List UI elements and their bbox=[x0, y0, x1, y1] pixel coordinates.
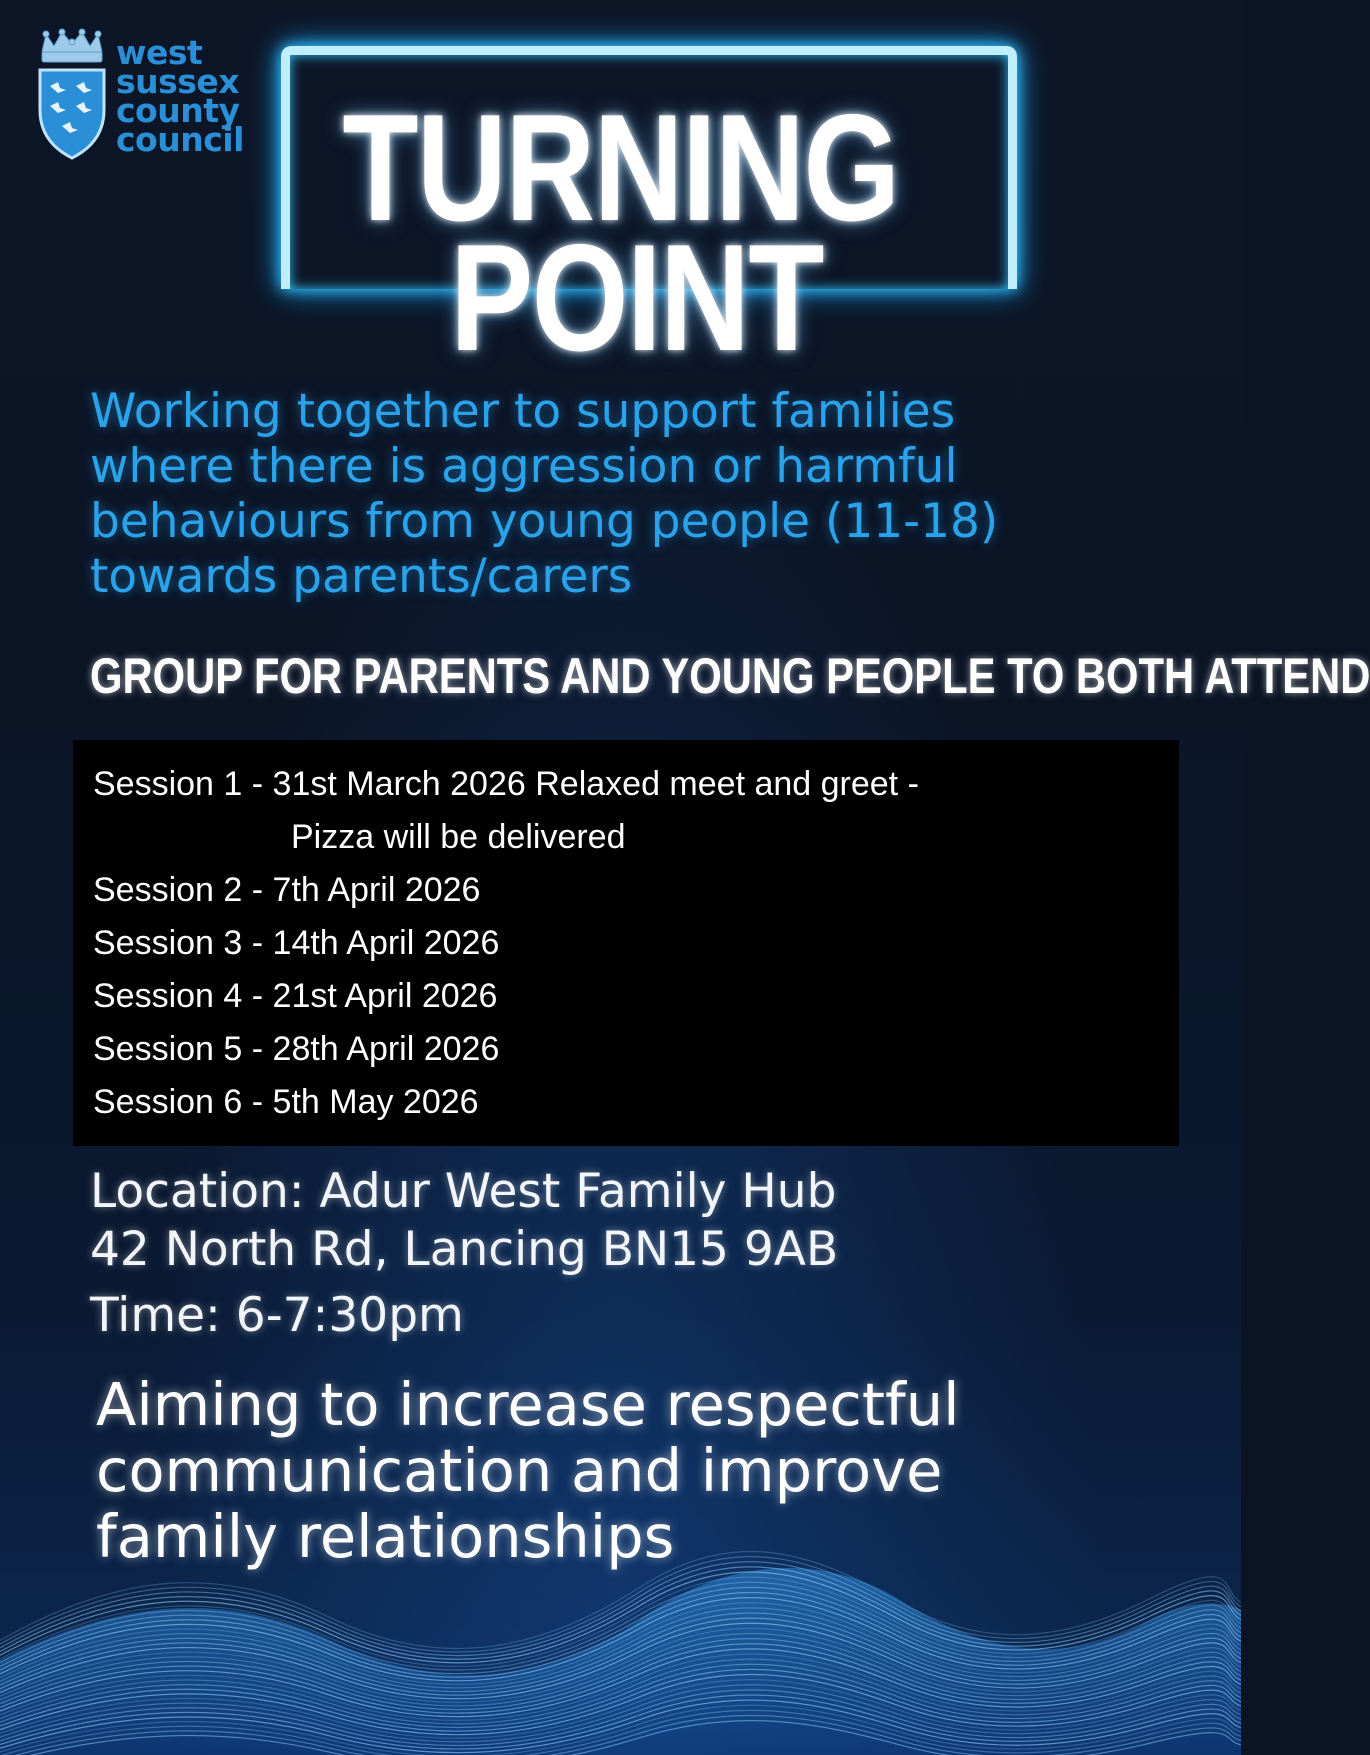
session-item: Session 3 - 14th April 2026 bbox=[93, 924, 500, 962]
session-time: Time: 6-7:30pm bbox=[90, 1288, 464, 1343]
aim-line: communication and improve bbox=[96, 1436, 943, 1505]
location-name: Location: Adur West Family Hub bbox=[90, 1164, 837, 1219]
logo-line: sussex bbox=[116, 62, 240, 101]
logo-line: council bbox=[116, 120, 244, 159]
location-address: 42 North Rd, Lancing BN15 9AB bbox=[90, 1222, 839, 1277]
location-block bbox=[90, 1163, 838, 1345]
session-item-continuation: Pizza will be delivered bbox=[291, 818, 626, 856]
aim-line: Aiming to increase respectful bbox=[96, 1370, 960, 1439]
logo-line: county bbox=[116, 91, 240, 130]
tagline-line: where there is aggression or harmful bbox=[90, 439, 958, 494]
session-item: Session 5 - 28th April 2026 bbox=[93, 1030, 500, 1068]
tagline bbox=[90, 384, 1190, 604]
logo-line: west bbox=[116, 33, 203, 72]
tagline-line: behaviours from young people (11-18) bbox=[90, 494, 999, 549]
session-item: Session 4 - 21st April 2026 bbox=[93, 977, 498, 1015]
aim-line: family relationships bbox=[96, 1502, 675, 1571]
title-line-1: TURNING bbox=[342, 83, 899, 253]
session-item: Session 6 - 5th May 2026 bbox=[93, 1083, 479, 1121]
county-crest-icon bbox=[36, 30, 108, 162]
wave-decoration bbox=[0, 1540, 1241, 1755]
title-line-2: POINT bbox=[450, 213, 823, 383]
tagline-line: Working together to support families bbox=[90, 384, 956, 439]
session-item: Session 1 - 31st March 2026 Relaxed meet and greet - bbox=[93, 765, 919, 803]
tagline-line: towards parents/carers bbox=[90, 549, 633, 604]
sessions-box bbox=[73, 740, 1179, 1146]
session-item: Session 2 - 7th April 2026 bbox=[93, 871, 481, 909]
group-heading: GROUP FOR PARENTS AND YOUNG PEOPLE TO BOTH ATTEND bbox=[90, 648, 1370, 704]
